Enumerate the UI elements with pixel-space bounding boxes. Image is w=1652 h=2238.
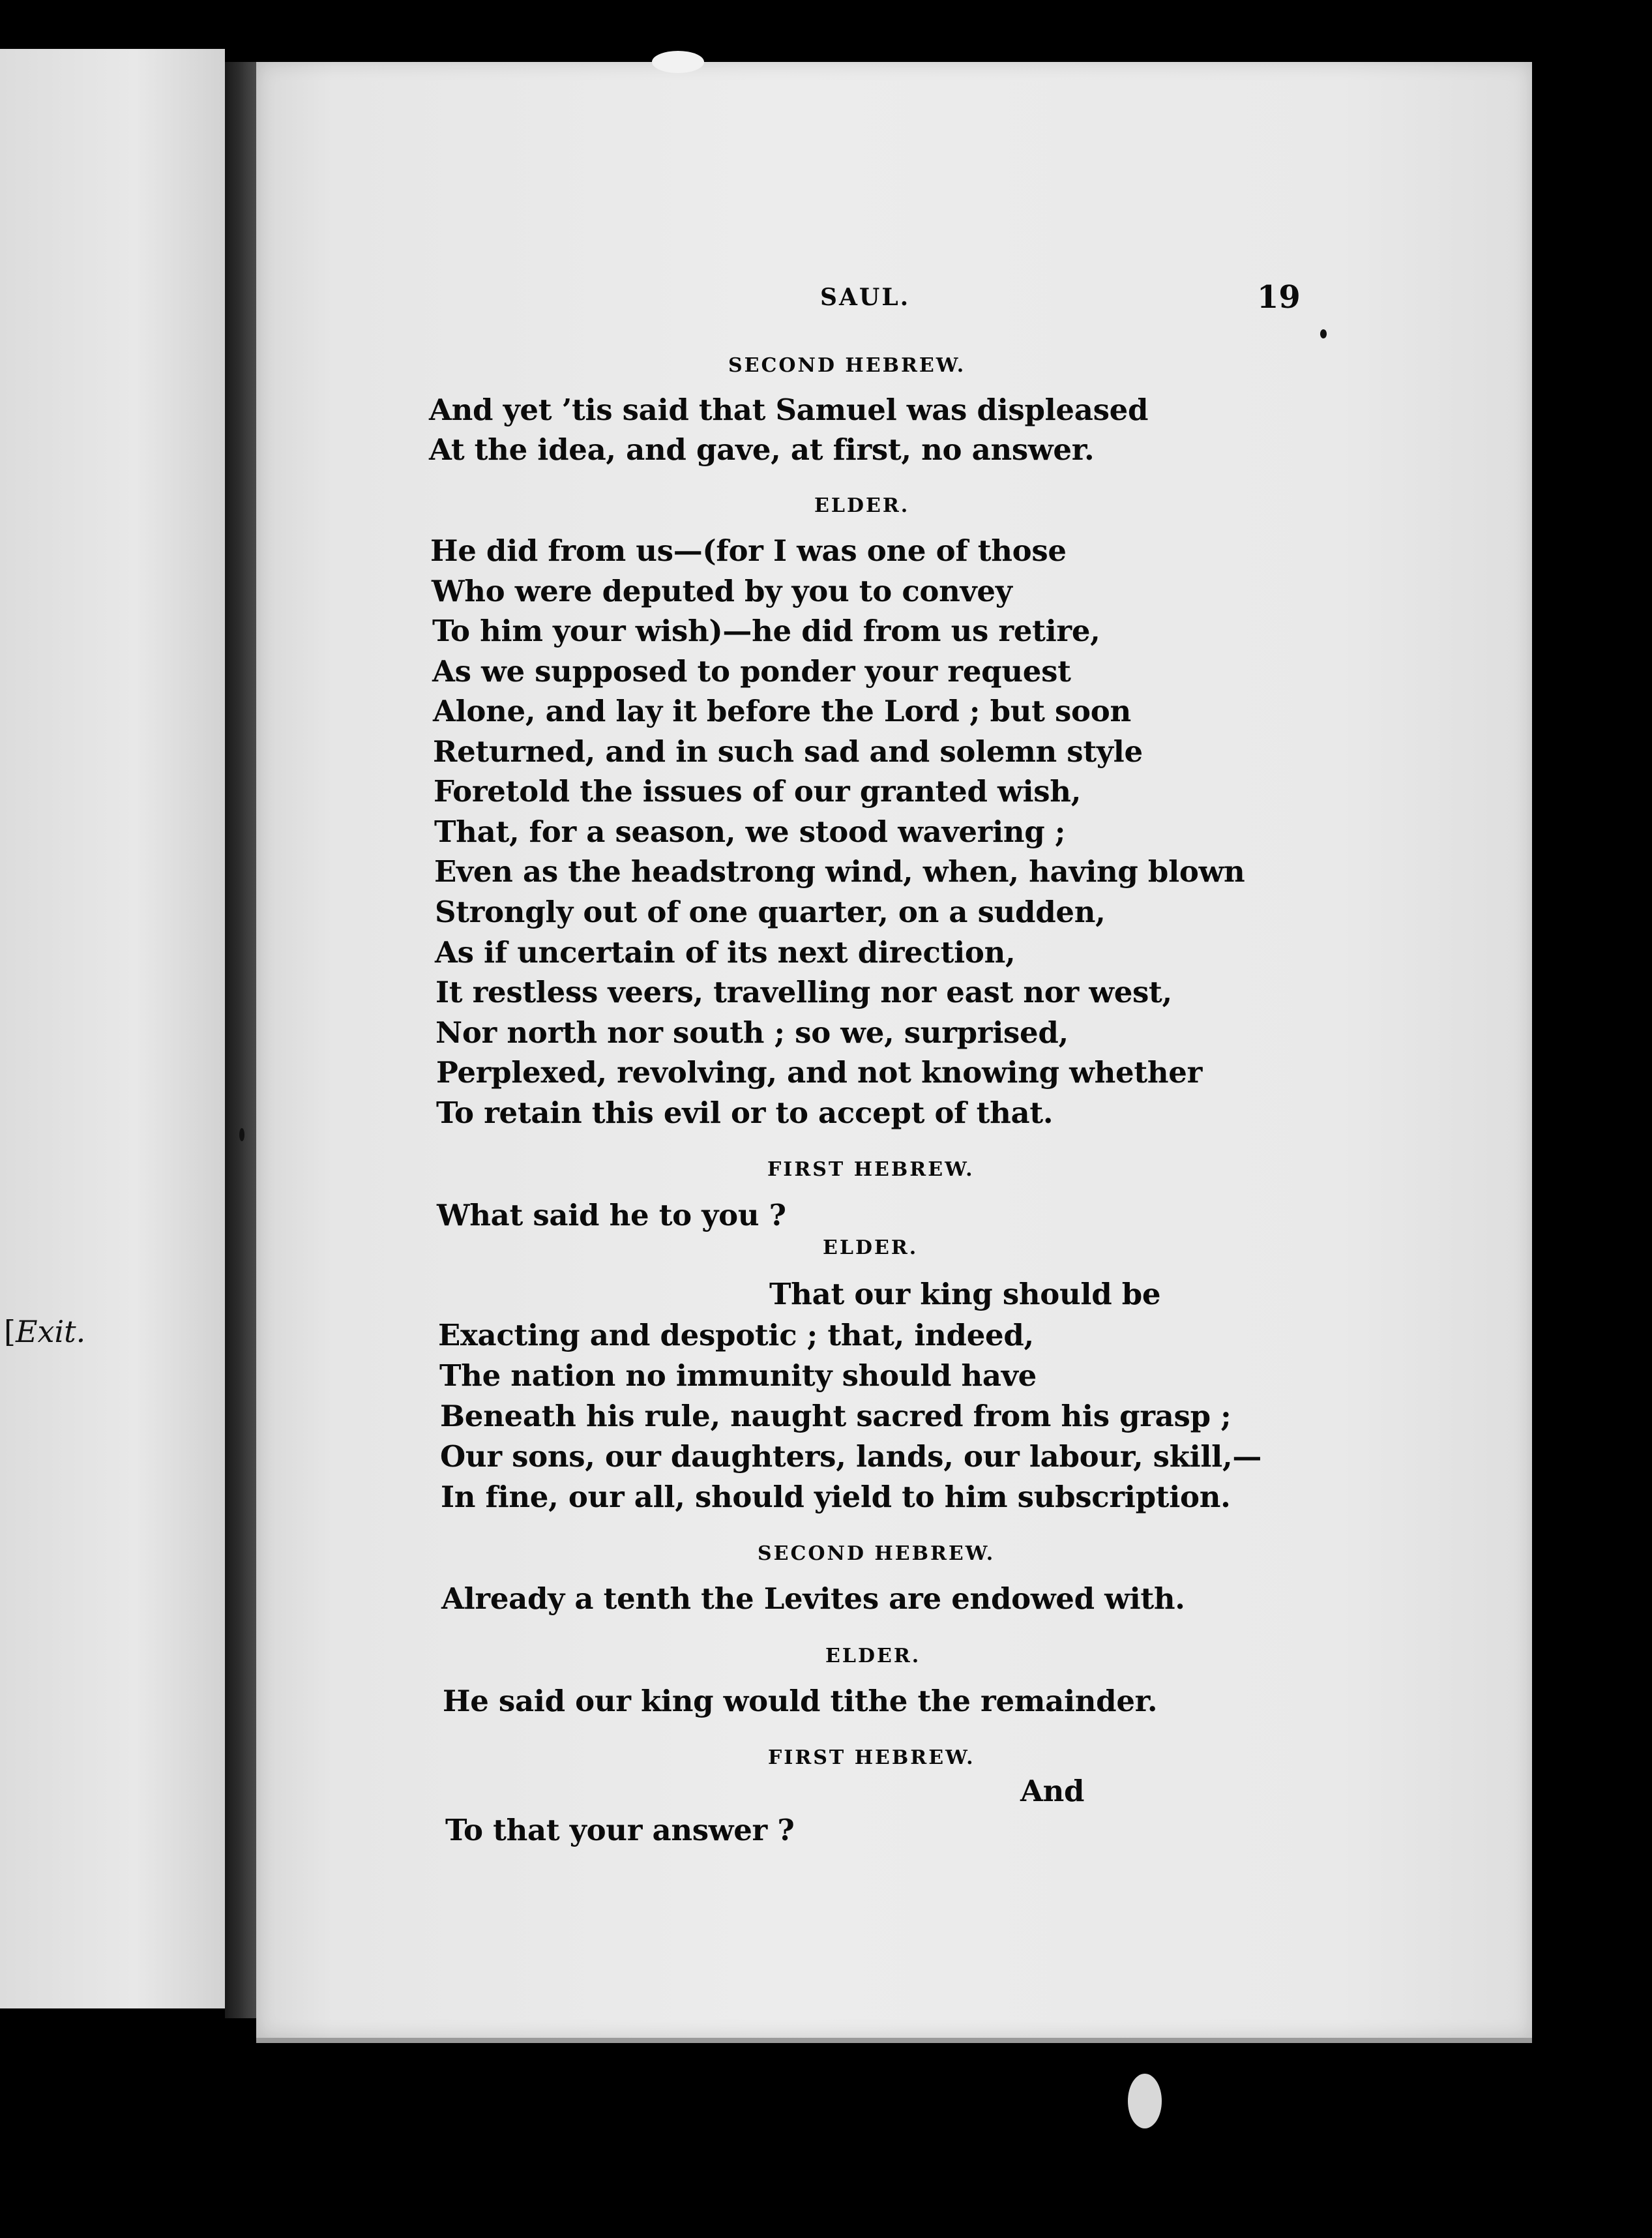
stage-direction-text: Exit. [15,1314,86,1349]
stage-direction-exit: [Exit. [4,1314,86,1349]
verse-line: Even as the headstrong wind, when, having blown [434,854,1245,889]
verse-line: It restless veers, travelling nor east nor west, [435,975,1172,1009]
verse-line: As we supposed to ponder your request [432,654,1071,689]
verse-line: And [1020,1774,1085,1808]
verse-line: That our king should be [769,1277,1161,1311]
verse-line: Nor north nor south ; so we, surprised, [435,1015,1069,1050]
verse-line: Beneath his rule, naught sacred from his grasp ; [440,1399,1232,1433]
ink-mark-gutter [239,1128,244,1141]
verse-line: The nation no immunity should have [439,1358,1037,1393]
verse-line: In fine, our all, should yield to him subscription. [441,1480,1231,1514]
verse-line: Alone, and lay it before the Lord ; but soon [433,694,1131,728]
verse-line: And yet ’tis said that Samuel was displeased [429,393,1149,427]
running-head: SAUL. [820,284,911,311]
speaker-heading: SECOND HEBREW. [728,354,966,377]
speaker-heading: SECOND HEBREW. [758,1542,996,1565]
verse-line: Returned, and in such sad and solemn style [433,734,1143,769]
verse-line: As if uncertain of its next direction, [435,935,1016,970]
verse-line: Strongly out of one quarter, on a sudden, [435,895,1106,929]
verse-line: Foretold the issues of our granted wish, [434,774,1082,809]
verse-line: Who were deputed by you to convey [432,574,1012,608]
verse-line: Already a tenth the Levites are endowed with. [441,1581,1185,1616]
verse-line: Perplexed, revolving, and not knowing whether [436,1055,1202,1090]
previous-page-edge [0,49,225,2008]
verse-line: Our sons, our daughters, lands, our labour, skill,— [440,1439,1262,1474]
verse-line: Exacting and despotic ; that, indeed, [438,1318,1034,1352]
ink-dot-right-margin [1320,329,1327,338]
verse-line: What said he to you ? [437,1198,786,1232]
page-number: 19 [1257,279,1301,316]
verse-line: To that your answer ? [445,1813,795,1847]
scan-artifact-top [652,51,704,73]
verse-line: To retain this evil or to accept of that. [436,1096,1054,1130]
speaker-heading: FIRST HEBREW. [767,1158,975,1181]
speaker-heading: ELDER. [814,494,910,517]
scan-artifact-bottom [1128,2074,1162,2128]
speaker-heading: ELDER. [825,1645,921,1667]
verse-line: To him your wish)—he did from us retire, [432,614,1100,648]
book-gutter [225,62,256,2018]
verse-line: He did from us—(for I was one of those [430,533,1067,568]
speaker-heading: ELDER. [823,1236,919,1259]
page-bottom-edge [256,2038,1532,2043]
verse-line: At the idea, and gave, at first, no answer. [429,432,1095,467]
verse-line: He said our king would tithe the remainder. [443,1684,1158,1718]
speaker-heading: FIRST HEBREW. [768,1746,975,1769]
verse-line: That, for a season, we stood wavering ; [434,814,1066,849]
